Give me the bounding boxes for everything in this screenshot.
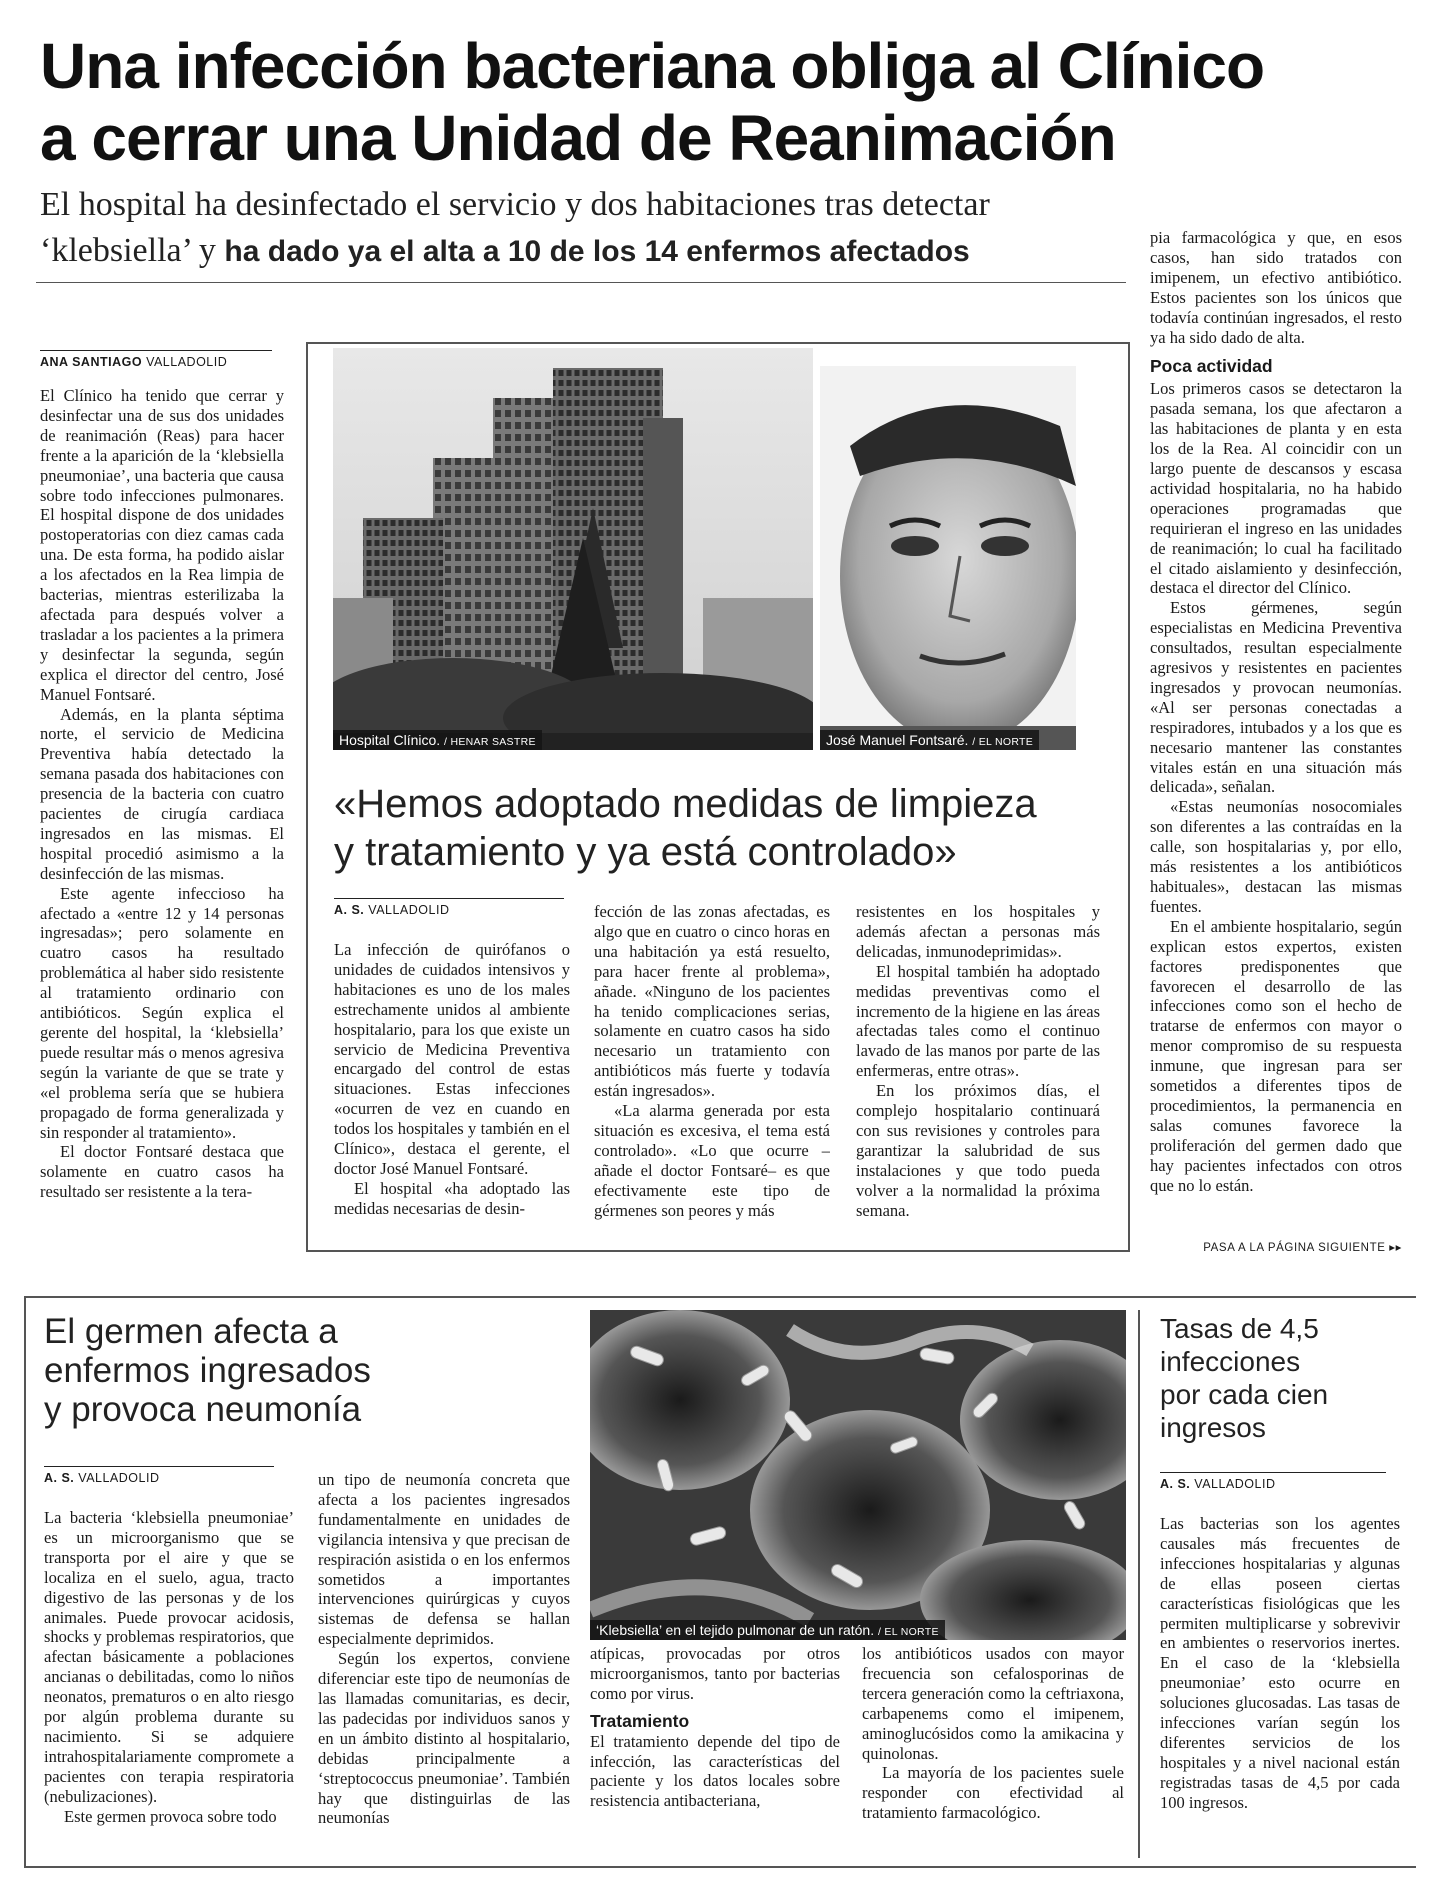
- main-column-1: [40, 386, 284, 1266]
- quote-line-1: «Hemos adoptado medidas de limpieza: [334, 782, 1037, 826]
- germ-col4-p2: La mayoría de los pacientes suele responder con efectividad al tratamiento farmacológico.: [862, 1763, 1124, 1823]
- side-column: [1160, 1514, 1400, 1860]
- portrait-photo-caption: [820, 730, 1039, 750]
- germ-col3-p2: El tratamiento depende del tipo de infección, las características del paciente y los datos locales sobre resistencia antibacteriana,: [590, 1731, 840, 1811]
- main-col1-p1: El Clínico ha tenido que cerrar y desinfectar una de sus dos unidades de reanimación (Reas) para hacer frente a la aparición de la ‘klebsiella pneumoniae’, una bacteria que causa sobre todo infecciones pulmonares. El hospital dispone de dos unidades postoperatorias con diez camas cada una. De esta forma, ha podido aislar a los afectados en la Rea limpia de bacterias, mientras esterilizaba la afectada para después volver a trasladar a los pacientes a la primera y desinfectar la segunda, según explica el director del centro, José Manuel Fontsaré.: [40, 386, 284, 704]
- germ-headline: [44, 1312, 584, 1429]
- deck-line-2: [40, 228, 1130, 275]
- portrait-caption-text: José Manuel Fontsaré.: [826, 732, 969, 748]
- side-head-line-3: por cada cien: [1160, 1379, 1329, 1410]
- main-deck: [40, 182, 1130, 275]
- inset-box-left: [306, 342, 308, 1250]
- inset-col2-p1: fección de las zonas afectadas, es algo que en cuatro o cinco horas en una habitación ya está resuelto, para hacer frente al problema», añade. «Ninguno de los pacientes ha tenido complicaciones serias, solamente en cuatro casos ha sido necesario un tratamiento con antibióticos más fuerte y todavía están ingresados».: [594, 902, 830, 1101]
- germ-col2-p2: Según los expertos, conviene diferenciar este tipo de neumonías de las llamadas comunitarias, es decir, las padecidas por individuos sanos y en un ámbito distinto al hospitalario, debidas principalmente a ‘streptococcus pneumoniae’. También hay que distinguirlas de las neumonías: [318, 1649, 570, 1828]
- quote-line-2: y tratamiento y ya está controlado»: [334, 830, 957, 874]
- klebsiella-photo-caption: [590, 1620, 945, 1640]
- side-head-line-1: Tasas de 4,5: [1160, 1313, 1319, 1344]
- tratamiento-subhead: Tratamiento: [590, 1710, 690, 1731]
- inset-col2-p2: «La alarma generada por esta situación es excesiva, el tema está controlado». «Lo que ocurre –añade el doctor Fontsaré– es que efectivamente este tipo de gérmenes son peores y más: [594, 1101, 830, 1220]
- hospital-building-image: [333, 348, 813, 750]
- inset-quote: [334, 780, 1124, 876]
- main-col1-p3: Este agente infeccioso ha afectado a «entre 12 y 14 personas ingresadas»; pero solamente en cuatro casos ha resultado problemática al haber sido resistente al tratamiento ordinario con antibióticos. Según explica el gerente del hospital, la ‘klebsiella’ puede resultar más o menos agresiva según la variante de que se trate y «el problema sería que se hubiera propagado de forma generalizada y sin responder al tratamiento».: [40, 883, 284, 1142]
- klebsiella-photo: [590, 1310, 1126, 1640]
- main-column-4: [1150, 228, 1402, 1258]
- deck-rule: [36, 282, 1126, 283]
- germ-col1-p1: La bacteria ‘klebsiella pneumoniae’ es un microorganismo que se transporta por el aire y que se localiza en el suelo, agua, tracto digestivo de las personas y de los animales. Puede provocar acidosis, shocks y problemas respiratorios, que afectan básicamente a poblaciones ancianas o debilitadas, como lo niños neonatos, prematuros o en alto riesgo por algún problema durante su nacimiento. Si se adquiere intrahospitalariamente compromete a pacientes con terapia respiratoria (nebulizaciones).: [44, 1508, 294, 1806]
- side-text: Las bacterias son los agentes causales más frecuentes de infecciones hospitalarias y algunas de ellas poseen ciertas características fisiológicas que les permiten multiplicarse y sobrevivir en ambientes o reservorios inertes. En el caso de la ‘klebsiella pneumoniae’ esto ocurre en soluciones glucosadas. Las tasas de infecciones varían según los diferentes servicios de los hospitales y a nivel nacional están registradas tasas de 4,5 por cada 100 ingresos.: [1160, 1514, 1400, 1812]
- inset-box-top: [306, 342, 1130, 344]
- main-col1-p4: El doctor Fontsaré destaca que solamente en cuatro casos ha resultado ser resistente a la tera-: [40, 1142, 284, 1202]
- germ-byline-place: VALLADOLID: [78, 1471, 160, 1485]
- germ-col1-p2: Este germen provoca sobre todo: [64, 1806, 277, 1826]
- hospital-photo-caption: [333, 730, 542, 750]
- inset-column-3: [856, 902, 1100, 1242]
- klebsiella-microscope-image: [590, 1310, 1126, 1640]
- main-col4-p2: Estos gérmenes, según especialistas en Medicina Preventiva consultados, resultan especialmente agresivos y resistentes en pacientes ingresados y provocan neumonías. «Al ser personas conectadas a respiradores, intubados y a los que es necesario mantener las constantes vitales están en una situación más delicada», señalan.: [1150, 598, 1402, 797]
- main-col4-p1: Los primeros casos se detectaron la pasada semana, los que afectaron a las habitaciones de planta y en esta los de la Rea. Al coincidir con un largo puente de descansos y escasa actividad hospitalaria, no ha habido operaciones programadas que requirieran el ingreso en las unidades de reanimación; lo cual ha facilitado el citado aislamiento y desinfección, destaca el director del Clínico.: [1150, 379, 1402, 598]
- inset-byline: [334, 898, 564, 917]
- inset-col1-p2: El hospital «ha adoptado las medidas necesarias de desin-: [334, 1178, 570, 1218]
- main-byline: [40, 346, 272, 369]
- portrait-image: [820, 366, 1076, 750]
- inset-column-2: [594, 902, 830, 1242]
- germ-box-left: [24, 1296, 26, 1866]
- continue-line: PASA A LA PÁGINA SIGUIENTE ▸▸: [1203, 1242, 1402, 1254]
- hospital-photo: [333, 348, 813, 750]
- inset-box-bottom: [306, 1250, 1130, 1252]
- inset-box-right: [1128, 342, 1130, 1250]
- side-headline: [1160, 1312, 1410, 1444]
- deck-line-1: El hospital ha desinfectado el servicio y dos habitaciones tras detectar: [40, 186, 990, 223]
- side-byline-name: A. S.: [1160, 1477, 1191, 1491]
- hospital-caption-credit: / HENAR SASTRE: [444, 736, 536, 748]
- germ-box-top: [24, 1296, 1416, 1298]
- inset-col3-p1: resistentes en los hospitales y además afectan a personas más delicadas, inmunodeprimidas».: [856, 902, 1100, 961]
- germ-byline: [44, 1466, 274, 1485]
- germ-column-3: [590, 1644, 840, 1864]
- byline-name: ANA SANTIAGO: [40, 355, 143, 369]
- main-col4-p3: «Estas neumonías nosocomiales son diferentes a las contraídas en la calle, son hospitalarias y, por ello, más resistentes a los antibióticos habituales», destacan las mismas fuentes.: [1150, 797, 1402, 916]
- inset-byline-place: VALLADOLID: [368, 903, 450, 917]
- main-headline: [40, 30, 1420, 174]
- germ-head-line-2: enfermos ingresados: [44, 1351, 371, 1390]
- side-byline-place: VALLADOLID: [1194, 1477, 1276, 1491]
- hospital-caption-text: Hospital Clínico.: [339, 732, 441, 748]
- headline-line-2: a cerrar una Unidad de Reanimación: [40, 102, 1116, 174]
- portrait-photo: [820, 366, 1076, 750]
- germ-box-bottom: [24, 1866, 1416, 1868]
- headline-line-1: Una infección bacteriana obliga al Clínico: [40, 30, 1265, 102]
- germ-byline-name: A. S.: [44, 1471, 75, 1485]
- inset-byline-name: A. S.: [334, 903, 365, 917]
- germ-column-4: [862, 1644, 1124, 1864]
- main-col4-top: pia farmacológica y que, en esos casos, han sido tratados con imipenem, un efectivo antibiótico. Estos pacientes son los únicos que todavía continúan ingresados, el resto ya ha sido dado de alta.: [1150, 228, 1402, 347]
- germ-head-line-1: El germen afecta a: [44, 1312, 338, 1351]
- klebsiella-caption-text: ‘Klebsiella’ en el tejido pulmonar de un ratón.: [596, 1622, 875, 1638]
- portrait-caption-credit: / EL NORTE: [972, 736, 1034, 748]
- inset-col3-p2: El hospital también ha adoptado medidas preventivas como el incremento de la higiene en las áreas afectadas tales como el continuo lavado de las manos por parte de las enfermeras, entre otras».: [856, 961, 1100, 1081]
- germ-col2-p1: un tipo de neumonía concreta que afecta a los pacientes ingresados fundamentalmente en unidades de vigilancia intensiva y que precisan de respiración asistida o en los enfermos sometidos a importantes intervenciones quirúrgicas y cuyos sistemas de defensa se hallan especialmente deprimidos.: [318, 1470, 570, 1649]
- poca-actividad-subhead: Poca actividad: [1150, 356, 1273, 377]
- inset-col1-p1: La infección de quirófanos o unidades de cuidados intensivos y habitaciones es uno de los males estrechamente unidos al ambiente hospitalario, para los que existe un servicio de Medicina Preventiva encargado del control de estas situaciones. Estas infecciones «ocurren de vez en cuando en todos los hospitales y también en el Clínico», destaca el gerente, el doctor José Manuel Fontsaré.: [334, 940, 570, 1178]
- deck-line-2a: ‘klebsiella’ y: [40, 232, 225, 269]
- deck-line-2b: ha dado ya el alta a 10 de los 14 enfermos afectados: [224, 235, 970, 268]
- klebsiella-caption-credit: / EL NORTE: [878, 1626, 939, 1638]
- germ-column-1: [44, 1508, 294, 1858]
- inset-column-1: [334, 940, 570, 1240]
- germ-side-divider: [1138, 1310, 1140, 1858]
- germ-col4-p1: los antibióticos usados con mayor frecuencia son cefalosporinas de tercera generación como la ceftriaxona, carbapenems como el imipenem, aminoglucósidos como la amikacina y quinolonas.: [862, 1644, 1124, 1763]
- germ-column-2: [318, 1470, 570, 1860]
- byline-place: VALLADOLID: [146, 355, 228, 369]
- side-byline: [1160, 1472, 1386, 1491]
- side-head-line-2: infecciones: [1160, 1346, 1301, 1377]
- germ-col3-p1: atípicas, provocadas por otros microorganismos, tanto por bacterias como por virus.: [590, 1644, 840, 1703]
- inset-col3-p3: En los próximos días, el complejo hospitalario continuará con sus revisiones y controles para garantizar la salubridad de sus instalaciones y que todo pueda volver a la normalidad la próxima semana.: [856, 1081, 1100, 1220]
- side-head-line-4: ingresos: [1160, 1412, 1266, 1443]
- main-col4-p4: En el ambiente hospitalario, según explican estos expertos, existen factores predisponentes que favorecen el desarrollo de las infecciones como son el hecho de tratarse de enfermos con mayor o menor compromiso de su respuesta inmune, que ingresan para ser sometidos a diferentes tipos de procedimientos, la permanencia en salas comunes favorece la proliferación del germen dado que hay pacientes infectados con otros que no lo están.: [1150, 916, 1402, 1195]
- germ-head-line-3: y provoca neumonía: [44, 1390, 362, 1429]
- main-col1-p2: Además, en la planta séptima norte, el servicio de Medicina Preventiva había detectado la semana pasada dos habitaciones con presencia de la bacteria con cuatro pacientes de cirugía cardiaca ingresados en las mismas. El hospital procedió asimismo a la desinfección de las mismas.: [40, 704, 284, 883]
